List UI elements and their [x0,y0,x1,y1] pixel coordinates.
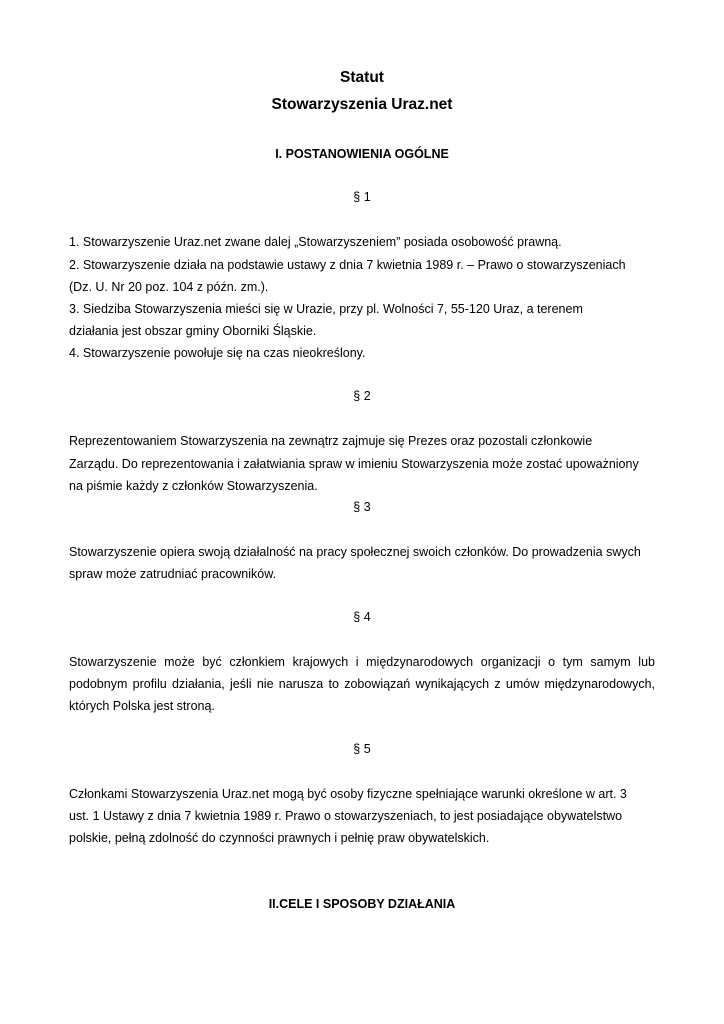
paragraph-mark-1: § 1 [353,190,371,204]
paragraph-1-line-6: 4. Stowarzyszenie powołuje się na czas nieokreślony. [69,346,366,360]
paragraph-1-line-5: działania jest obszar gminy Oborniki Śląskie. [69,324,317,338]
paragraph-1-line-3: (Dz. U. Nr 20 poz. 104 z późn. zm.). [69,280,269,294]
section-heading-1: I. POSTANOWIENIA OGÓLNE [275,147,449,161]
document-title: Statut [340,69,384,86]
paragraph-2-line-3: na piśmie każdy z członków Stowarzyszenia. [69,479,318,493]
paragraph-3-line-2: spraw może zatrudniać pracowników. [69,567,277,581]
paragraph-mark-2: § 2 [353,389,371,403]
paragraph-3-line-1: Stowarzyszenie opiera swoją działalność na pracy społecznej swoich członków. Do prowadzenia swych [69,545,641,559]
paragraph-5-line-2: ust. 1 Ustawy z dnia 7 kwietnia 1989 r. Prawo o stowarzyszeniach, to jest posiadające obywatelstwo [69,809,623,823]
section-heading-2: II.CELE I SPOSOBY DZIAŁANIA [268,897,456,911]
paragraph-1-line-4: 3. Siedziba Stowarzyszenia mieści się w Urazie, przy pl. Wolności 7, 55-120 Uraz, a terenem [69,302,583,316]
paragraph-4-line-3: których Polska jest stroną. [69,699,215,713]
paragraph-mark-3: § 3 [353,500,371,514]
paragraph-2-line-2: Zarządu. Do reprezentowania i załatwiania spraw w imieniu Stowarzyszenia może zostać upoważniony [69,457,639,471]
paragraph-mark-4: § 4 [353,610,371,624]
paragraph-5-line-1: Członkami Stowarzyszenia Uraz.net mogą być osoby fizyczne spełniające warunki określone w art. 3 [69,787,627,801]
paragraph-4-line-2: podobnym profilu działania, jeśli nie narusza to zobowiązań wynikających z umów międzynarodowych, [69,677,655,691]
paragraph-2-line-1: Reprezentowaniem Stowarzyszenia na zewnątrz zajmuje się Prezes oraz pozostali członkowie [69,434,593,448]
document-subtitle: Stowarzyszenia Uraz.net [271,96,453,113]
paragraph-1-line-2: 2. Stowarzyszenie działa na podstawie ustawy z dnia 7 kwietnia 1989 r. – Prawo o stowarzyszeniach [69,258,626,272]
paragraph-1-line-1: 1. Stowarzyszenie Uraz.net zwane dalej „Stowarzyszeniem” posiada osobowość prawną. [69,235,562,249]
paragraph-5-line-3: polskie, pełną zdolność do czynności prawnych i pełnię praw obywatelskich. [69,831,490,845]
paragraph-mark-5: § 5 [353,742,371,756]
paragraph-4-line-1: Stowarzyszenie może być członkiem krajowych i międzynarodowych organizacji o tym samym lub [69,655,655,669]
